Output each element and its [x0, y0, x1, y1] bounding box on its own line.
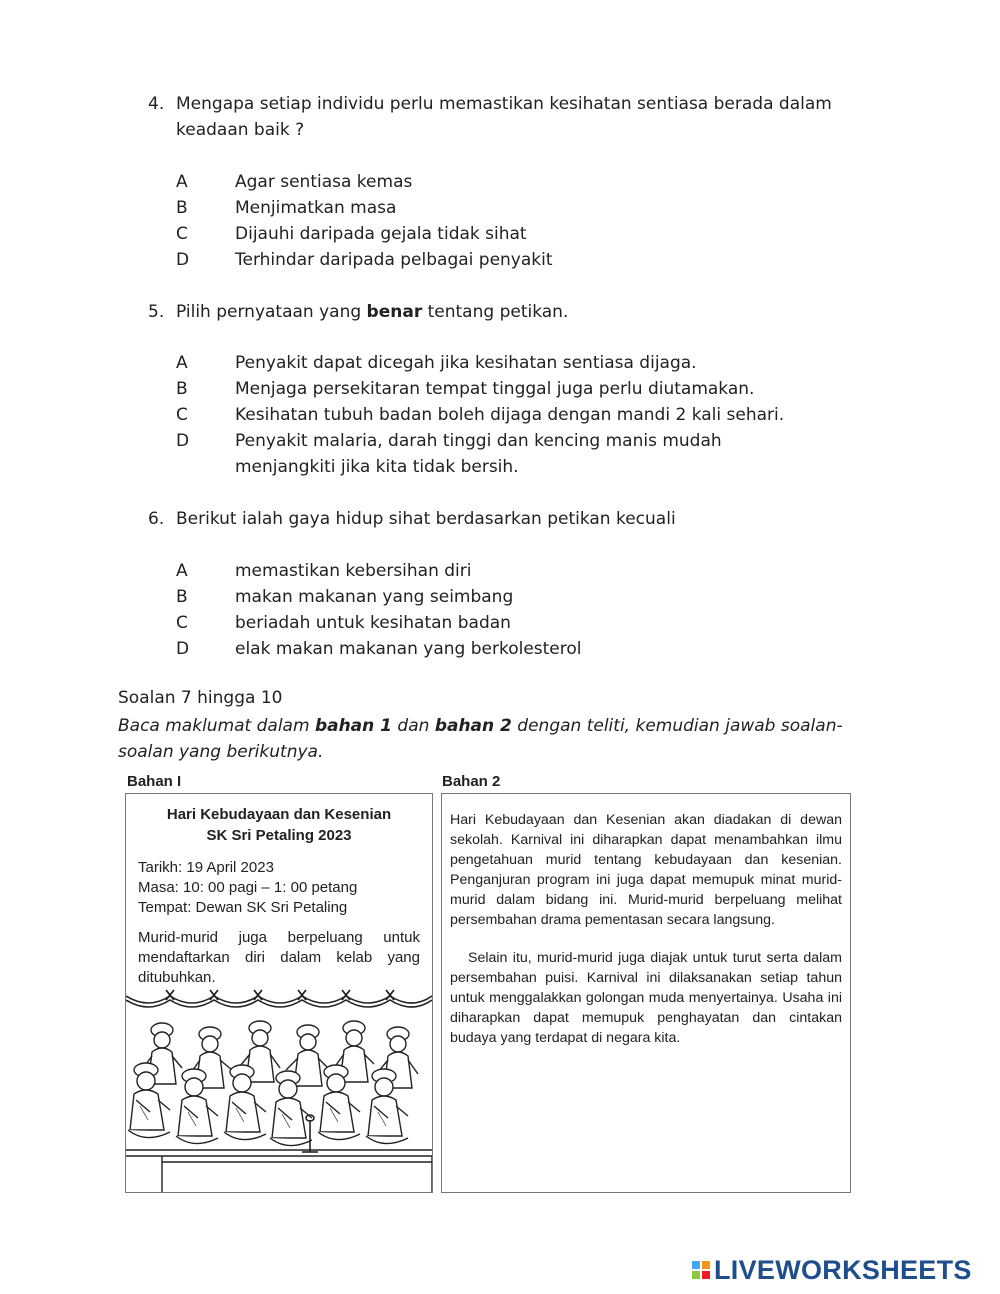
option-c[interactable] [176, 402, 786, 428]
question-stem: Berikut ialah gaya hidup sihat berdasarkan petikan kecuali [176, 509, 676, 529]
option-letter: A [176, 561, 188, 581]
option-text: Menjaga persekitaran tempat tinggal juga perlu diutamakan. [235, 379, 755, 399]
stem-bold-text: benar [366, 302, 423, 322]
bahan2-label: Bahan 2 [442, 773, 501, 790]
option-letter: D [176, 250, 190, 270]
bahan2-paragraph-1: Hari Kebudayaan dan Kesenian akan diadakan di dewan sekolah. Karnival ini diharapkan dapat menambahkan ilmu pengetahuan murid tentang kebudayaan dan kesenian. Penganjuran program ini juga dapat memupuk minat murid-murid dalam bidang ini. Murid-murid berpeluang melihat persembahan drama pementasan secara langsung. [450, 812, 842, 928]
option-d[interactable] [176, 428, 725, 480]
option-text: Agar sentiasa kemas [235, 172, 413, 192]
poster-venue: Tempat: Dewan SK Sri Petaling [138, 899, 348, 916]
poster-title-line1: Hari Kebudayaan dan Kesenian [166, 806, 392, 823]
option-letter: D [176, 431, 190, 451]
question-5 [148, 299, 848, 325]
option-d[interactable] [176, 247, 856, 273]
option-letter: A [176, 353, 188, 373]
poster-note: Murid-murid juga berpeluang untuk mendaftarkan diri dalam kelab yang ditubuhkan. [138, 929, 420, 986]
logo-grid-icon [692, 1261, 710, 1279]
option-letter: B [176, 379, 188, 399]
instruction-bold-text: bahan 1 [314, 716, 393, 736]
bahan1-poster [125, 793, 433, 1193]
option-d[interactable] [176, 636, 856, 662]
option-letter: C [176, 613, 188, 633]
option-b[interactable] [176, 584, 856, 610]
poster-info [138, 858, 420, 918]
option-c[interactable] [176, 610, 856, 636]
instruction-text: dan [392, 716, 435, 736]
stem-text: Pilih pernyataan yang [176, 302, 367, 322]
question-number: 4. [148, 94, 165, 114]
stem-text: tentang petikan. [422, 302, 569, 322]
option-text: Terhindar daripada pelbagai penyakit [235, 250, 553, 270]
option-b[interactable] [176, 376, 786, 402]
option-text: Dijauhi daripada gejala tidak sihat [235, 224, 527, 244]
question-4 [148, 91, 848, 143]
option-text: Menjimatkan masa [235, 198, 397, 218]
performers-illustration [126, 980, 432, 1192]
liveworksheets-logo [692, 1253, 972, 1287]
bahan2-paragraph-2: Selain itu, murid-murid juga diajak untuk turut serta dalam persembahan puisi. Karnival ini dilaksanakan setiap tahun untuk menggalakkan golongan muda menyertainya. Usaha ini diharapkan dapat memupuk penghayatan dan cintakan budaya yang terdapat di negara kita. [450, 950, 842, 1046]
option-text: makan makanan yang seimbang [235, 587, 514, 607]
question-6 [148, 506, 848, 532]
option-text: elak makan makanan yang berkolesterol [235, 639, 582, 659]
poster-time: Masa: 10: 00 pagi – 1: 00 petang [138, 879, 358, 896]
option-letter: C [176, 405, 188, 425]
bahan1-label: Bahan I [127, 773, 182, 790]
option-letter: B [176, 198, 188, 218]
option-a[interactable] [176, 558, 856, 584]
option-text: Penyakit dapat dicegah jika kesihatan sentiasa dijaga. [235, 353, 697, 373]
logo-text: LIVEWORKSHEETS [714, 1254, 972, 1285]
poster-date: Tarikh: 19 April 2023 [138, 859, 274, 876]
bahan2-text [442, 794, 850, 1048]
bahan2-textbox [441, 793, 851, 1193]
option-text: beriadah untuk kesihatan badan [235, 613, 511, 633]
question-stem [176, 299, 848, 325]
option-text: memastikan kebersihan diri [235, 561, 472, 581]
section-title: Soalan 7 hingga 10 [118, 688, 283, 708]
question-5-options [176, 350, 786, 480]
section-instruction [118, 713, 878, 765]
question-stem: Mengapa setiap individu perlu memastikan kesihatan sentiasa berada dalam keadaan baik ? [176, 94, 832, 140]
option-a[interactable] [176, 169, 856, 195]
option-a[interactable] [176, 350, 786, 376]
option-c[interactable] [176, 221, 856, 247]
option-text: Penyakit malaria, darah tinggi dan kencing manis mudah menjangkiti jika kita tidak bersih. [235, 431, 722, 477]
option-letter: C [176, 224, 188, 244]
option-text: Kesihatan tubuh badan boleh dijaga dengan mandi 2 kali sehari. [235, 405, 785, 425]
option-letter: B [176, 587, 188, 607]
option-b[interactable] [176, 195, 856, 221]
instruction-text: Baca maklumat dalam [118, 716, 315, 736]
instruction-bold-text: bahan 2 [434, 716, 512, 736]
question-4-options [176, 169, 856, 273]
question-6-options [176, 558, 856, 662]
instruction-text: dengan teliti, kemudian jawab soalan-soalan yang berikutnya. [118, 716, 843, 762]
question-number: 6. [148, 509, 165, 529]
question-number: 5. [148, 302, 165, 322]
option-letter: A [176, 172, 188, 192]
poster-title-line2: SK Sri Petaling 2023 [206, 827, 352, 844]
option-letter: D [176, 639, 190, 659]
poster-title [126, 804, 432, 846]
